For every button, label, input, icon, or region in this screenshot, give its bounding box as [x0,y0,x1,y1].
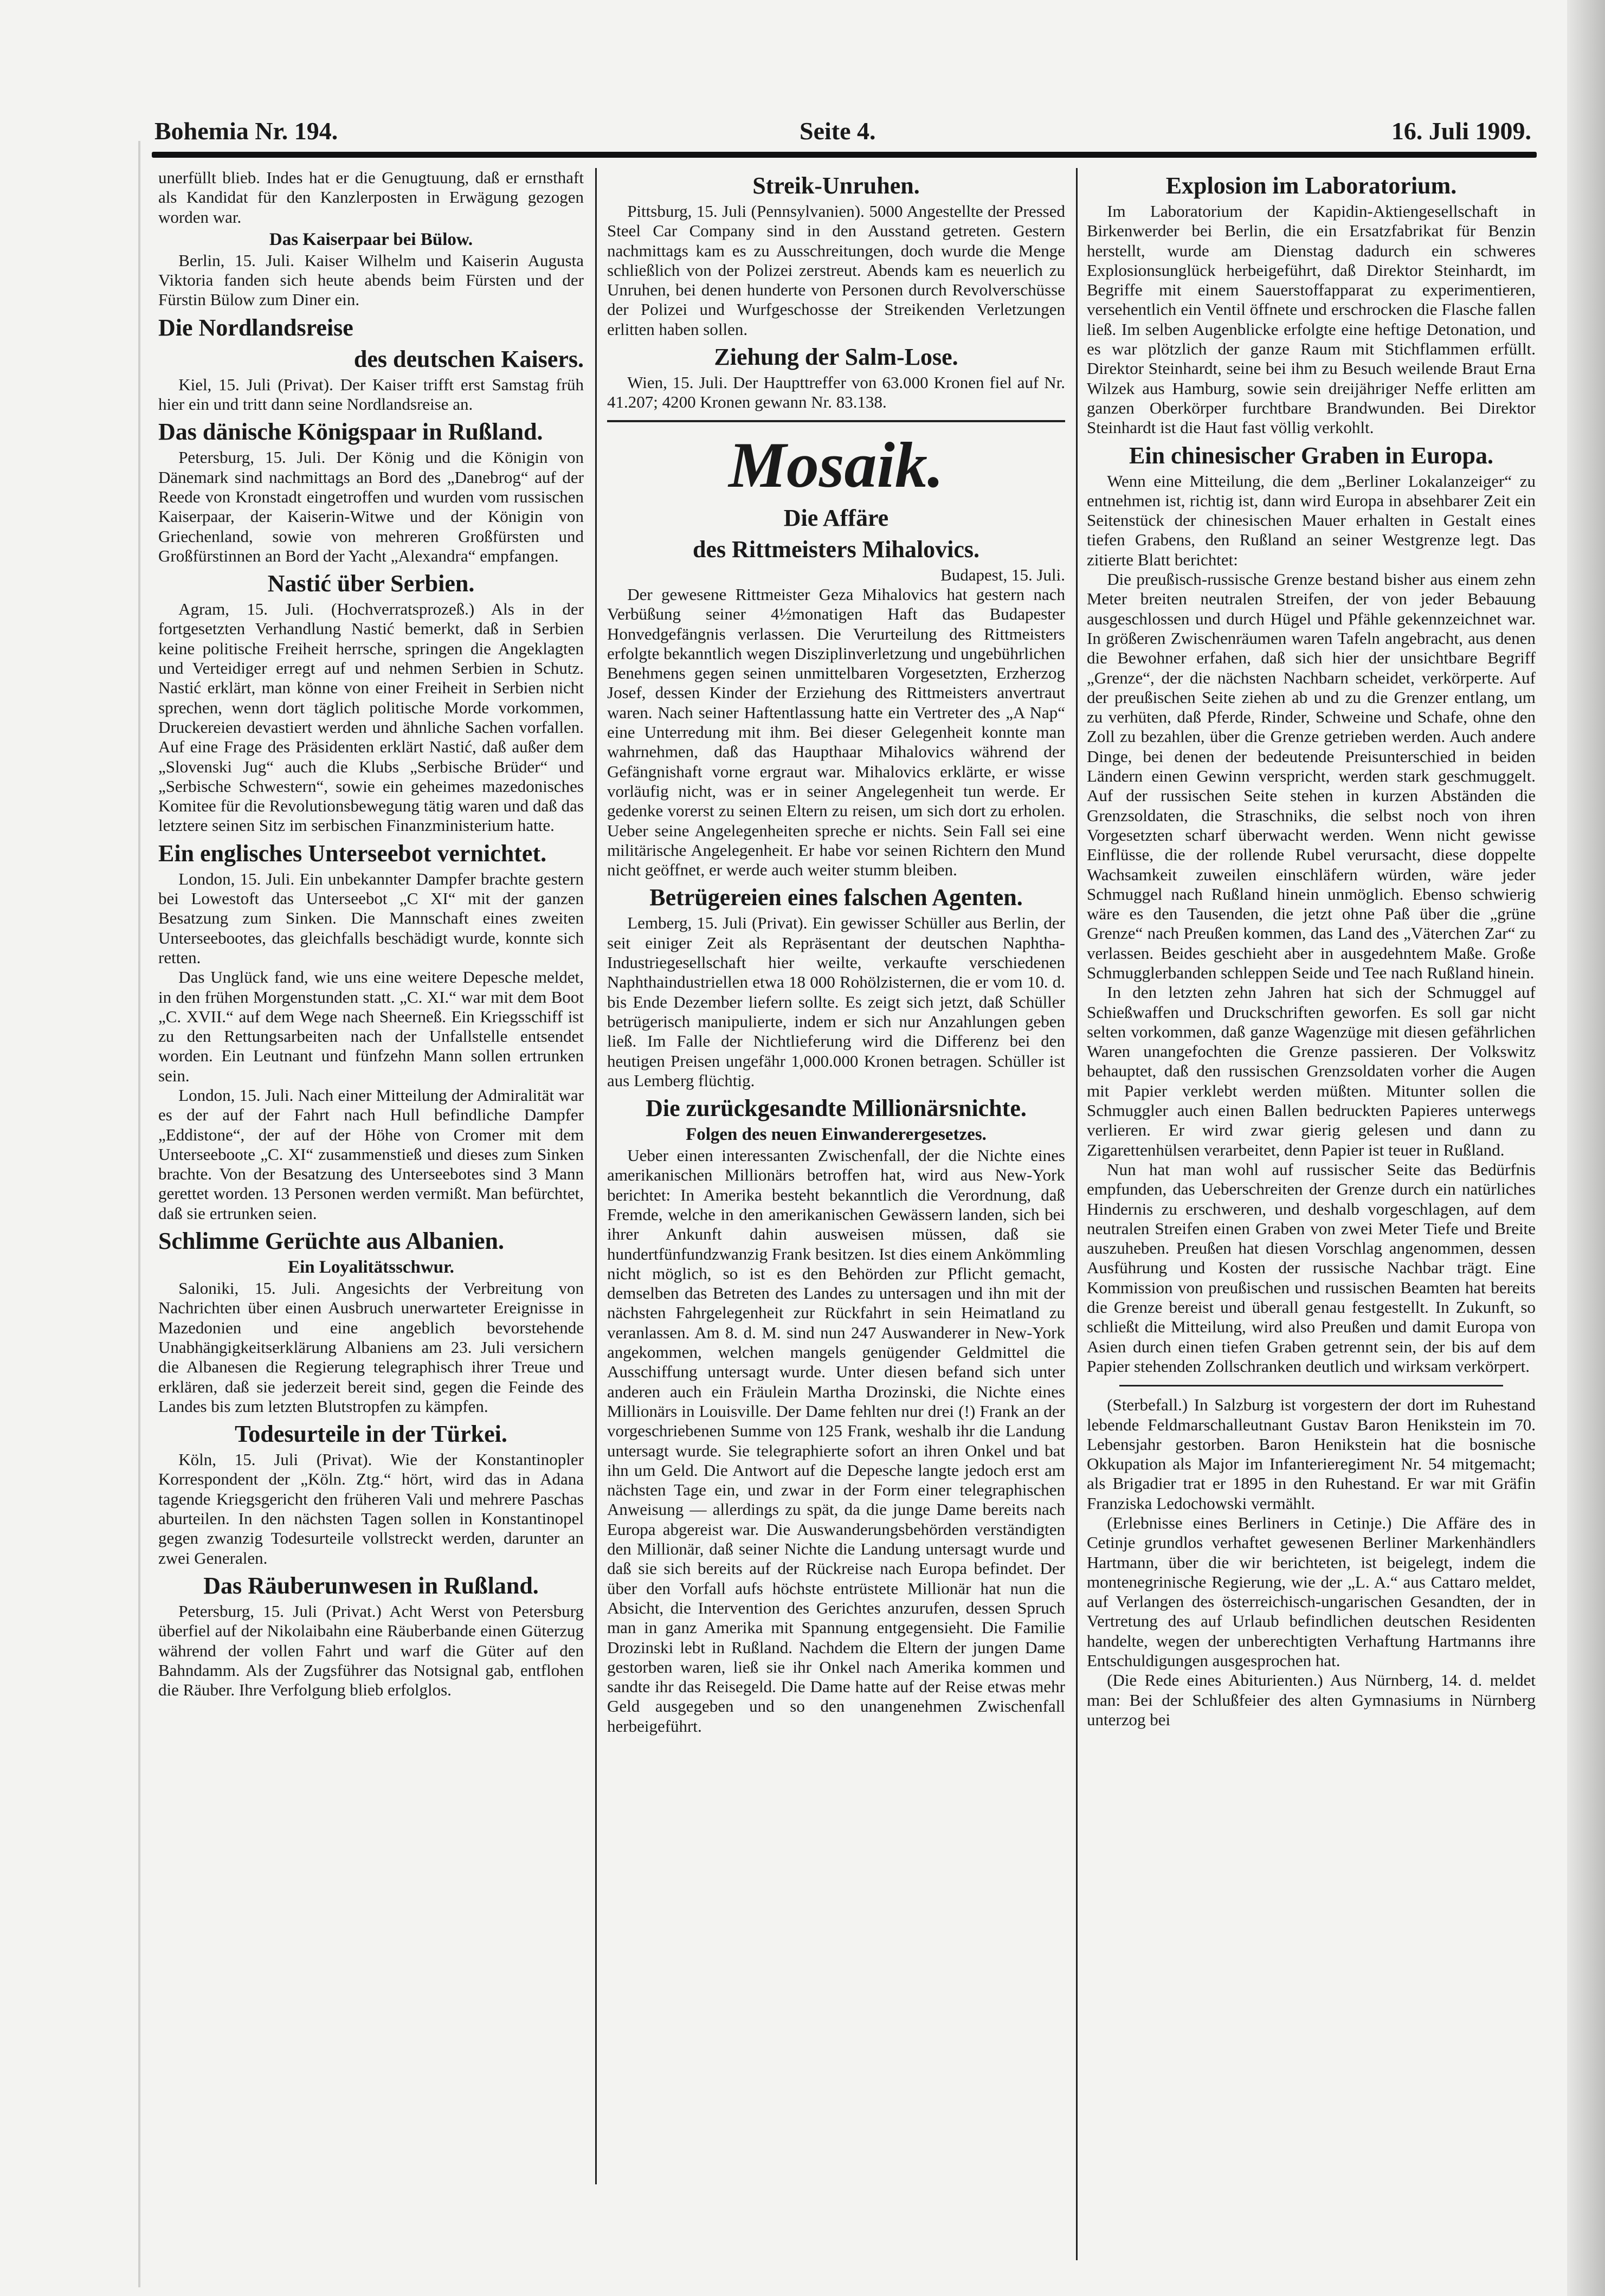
article-paragraph: Ueber einen interessanten Zwischenfall, der die Nichte eines amerikanischen Millionärs betroffen hat, wird aus New-York berichtet: In Amerika besteht bekanntlich die Verordnung, daß Fremde, welche in den amerikanischen Gewässern landen, sich bei ihrer Ankunft dahin ausweisen müssen, daß sie hundertfünfundzwanzig Frank besitzen. Ist dies einem Ankömmling nicht möglich, so ist es den Behörden zur Pflicht gemacht, demselben das Betreten des Landes zu untersagen und ihn mit der nächsten Fahrgelegenheit zur Rückfahrt in sein Heimatland zu veranlassen. Am 8. d. M. sind nun 247 Auswanderer in New-York angekommen, welchen mangels genügender Geldmittel die Ausschiffung untersagt wurde. Unter diesen befand sich unter anderen auch ein Fräulein Martha Drozinski, die Nichte eines Millionärs in Louisville. Der Dame fehlten nur drei (!) Frank an der vorgeschriebenen Summe von 125 Frank, weshalb ihr die Landung untersagt wurde. Sie telegraphierte sofort an ihren Onkel und bat ihn um Geld. Die Antwort auf die Depesche langte jedoch erst am nächsten Tage ein, und zwar in der Form einer telegraphischen Anweisung — allerdings zu spät, da die junge Dame bereits nach Europa abgereist war. Die Auswanderungsbehörden verständigten den Millionär, daß seiner Nichte die Landung untersagt wurde und daß sie sich bereits auf der Rückreise nach Europa befindet. Der über den Vorfall aufs höchste entrüstete Millionär hat nun die Absicht, die Intervention des Gerichtes anzurufen, dessen Spruch man in ganz Amerika mit Spannung entgegensieht. Die Familie Drozinski lebt in Rußland. Nachdem die Eltern der jungen Dame gestorben waren, ließ sie ihr Onkel nach Amerika kommen und sandte ihr das Reisegeld. Die Dame hatte auf der Reise etwas mehr Geld ausgegeben und so den unangenehmen Zwischenfall herbeigeführt. [607,1146,1065,1736]
article-subheadline: Das Kaiserpaar bei Bülow. [269,229,473,249]
page-edge-shadow [1567,0,1605,2296]
article-headline: Die zurückgesandte Millionärsnichte. [646,1095,1027,1122]
section-title: Mosaik. [729,428,944,501]
article-paragraph: Das Unglück fand, wie uns eine weitere Depesche meldet, in den frühen Morgenstunden statt. „C. XI.“ war mit dem Boot „C. XVII.“ auf dem Wege nach Sheerneß. Ein Kriegsschiff ist zu den Rettungsarbeiten nach der Unfallstelle entsendet worden. Ein Leutnant und fünfzehn Mann sollen ertrunken sein. [158,968,584,1085]
article-headline: Die Nordlandsreise [158,314,353,341]
article-paragraph: Die preußisch-russische Grenze bestand bisher aus einem zehn Meter breiten neutralen Streifen, der von jeder Bebauung ausgeschlossen und durch Hügel und Pfähle gekennzeichnet war. In größeren Zwischenräumen waren Tafeln angebracht, aus denen die Bewohner erfahen, daß sich hier der unsichtbare Begriff „Grenze“, der die nächsten Nachbarn scheidet, verkörperte. Auf der preußischen Seite ziehen ab und zu die Grenzer entlang, um zu verhüten, daß Pferde, Rinder, Schweine und Schafe, ohne den Zoll zu bezahlen, über die Grenze getrieben werden. Auch andere Dinge, bei denen der bedeutende Preisunterschied in beiden Ländern einen Gewinn verspricht, werden stark geschmuggelt. Auf der russischen Seite stehen in kurzen Abständen die Grenzsoldaten, die Straschniks, die selbst noch von ihren Vorgesetzten scharf überwacht werden. Wenn nicht gewisse Einflüsse, die der rollende Rubel verursacht, diese doppelte Wachsamkeit zuweilen einschläfern würden, wäre jeder Schmuggel nach Rußland hinein unmöglich. Ebenso schwierig wäre es den Tausenden, die jetzt ohne Paß über die „grüne Grenze“ nach Preußen kommen, das Land des „Väterchen Zar“ zu verlassen. Beides geschieht aber in ausgedehntem Maße. Große Schmugglerbanden schleppen Seide und Tee nach Rußland hinein. [1087,570,1536,982]
header-rule [152,152,1537,158]
dateline: Budapest, 15. Juli. [940,565,1065,584]
article-headline: Die Affäre [783,504,889,531]
article-paragraph: Kiel, 15. Juli (Privat). Der Kaiser trifft erst Samstag früh hier ein und tritt dann seine Nordlandsreise an. [158,375,584,414]
article-paragraph: Lemberg, 15. Juli (Privat). Ein gewisser Schüller aus Berlin, der seit einiger Zeit als Repräsentant der deutschen Naphtha-Industriegesellschaft hier weilte, verkaufte verschiedenen Naphthaindustriellen etwa 18 000 Rohölzisternen, die er vom 10. d. bis Ende Dezember liefern sollte. Es zeigt sich jetzt, daß Schüller betrügerisch manipulierte, indem er sich nur Anzahlungen geben ließ. Im Falle der Nichtlieferung wird die Differenz bei den heutigen Preisen ungefähr 1,000.000 Kronen betragen. Schüller ist aus Lemberg flüchtig. [607,913,1065,1090]
article-paragraph: Wien, 15. Juli. Der Haupttreffer von 63.000 Kronen fiel auf Nr. 41.207; 4200 Kronen gewann Nr. 83.138. [607,373,1065,412]
article-paragraph: Saloniki, 15. Juli. Angesichts der Verbreitung von Nachrichten über einen Ausbruch unerwarteter Ereignisse in Mazedonien und eine angeblich bevorstehende Unabhängigkeitserklärung Albaniens am 23. Juli versichern die Albanesen die Regierung telegraphisch ihrer Treue und erklären, daß sie jederzeit bereit sind, gegen die Feinde des Landes bis zum letzten Blutstropfen zu kämpfen. [158,1279,584,1416]
article-paragraph: Im Laboratorium der Kapidin-Aktiengesellschaft in Birkenwerder bei Berlin, die ein Ersatzfabrikat für Benzin herstellt, wurde am Dienstag dadurch ein schweres Explosionsunglück herbeigeführt, daß Direktor Steinhardt, im Begriffe mit einem Sauerstoffapparat zu experimentieren, versehentlich ein Ventil öffnete und erschrocken die Flasche fallen ließ. Im selben Augenblicke erfolgte eine heftige Detonation, und es war plötzlich der ganze Raum mit Stichflammen erfüllt. Direktor Steinhardt, seine bei ihm zu Besuch weilende Braut Erna Wilzek aus Hamburg, sowie sein dreijähriger Neffe erlitten am ganzen Oberkörper furchtbare Brandwunden. Bei Direktor Steinhardt ist die Haut fast völlig verkohlt. [1087,202,1536,437]
column-1 [158,168,584,1700]
article-paragraph: London, 15. Juli. Ein unbekannter Dampfer brachte gestern bei Lowestoft das Unterseebot „C XI“ mit der ganzen Besatzung zum Sinken. Die Mannschaft eines zweiten Unterseebootes, das gleichfalls beschädigt wurde, konnte sich retten. [158,869,584,967]
article-headline: Ein chinesischer Graben in Europa. [1129,442,1493,469]
article-headline: Streik-Unruhen. [752,172,920,199]
page-header [154,117,1531,149]
divider [1119,1385,1503,1386]
article-headline: Explosion im Laboratorium. [1165,172,1457,199]
page-left-edge [138,141,140,2287]
article-paragraph: Pittsburg, 15. Juli (Pennsylvanien). 5000 Angestellte der Pressed Steel Car Company sind in den Ausstand getreten. Gestern nachmittags kam es zu Ausschreitungen, doch wurde die Menge schließlich von der Polizei zerstreut. Abends kam es neuerlich zu Unruhen, bei denen hunderte von Personen durch Revolverschüsse der Polizei und Wurfgeschosse der Streikenden Verletzungen erlitten haben sollen. [607,202,1065,339]
article-headline: Ziehung der Salm-Lose. [714,344,958,371]
header-page-number: Seite 4. [800,117,876,145]
article-headline: Betrügereien eines falschen Agenten. [649,884,1023,911]
article-paragraph: Köln, 15. Juli (Privat). Wie der Konstantinopler Korrespondent der „Köln. Ztg.“ hört, wird das in Adana tagende Kriegsgericht den früheren Vali und mehrere Paschas aburteilen. In den nächsten Tagen sollen in Konstantinopel gegen zwanzig Todesurteile vollstreckt werden, darunter an zwei Generalen. [158,1450,584,1568]
article-paragraph: Nun hat man wohl auf russischer Seite das Bedürfnis empfunden, das Ueberschreiten der Grenze durch ein natürliches Hindernis zu erschweren, und deshalb vorgeschlagen, auf dem neutralen Streifen einen Graben von zwei Meter Tiefe und Breite auszuheben. Preußen hat diesen Vorschlag angenommen, dessen Ausführung und Kosten der russische Nachbar trägt. Eine Kommission von preußischen und russischen Beamten hat bereits die Grenze bereist und überall genau festgestellt. In Zukunft, so schließt die Mitteilung, wird also Preußen und damit Europa von Asien durch einen tiefen Graben getrennt sein, der bis auf dem Papier stehenden Zollschranken deutlich und wirksam verkörpert. [1087,1159,1536,1376]
header-paper-issue: Bohemia Nr. 194. [154,117,338,145]
header-date: 16. Juli 1909. [1391,117,1531,145]
article-paragraph: Berlin, 15. Juli. Kaiser Wilhelm und Kaiserin Augusta Viktoria fanden sich heute abends beim Fürsten und der Fürstin Bülow zum Diner ein. [158,250,584,309]
article-paragraph: Agram, 15. Juli. (Hochverratsprozeß.) Als in der fortgesetzten Verhandlung Nastić bemerkt, daß in Serbien keine politische Freiheit herrsche, springen die Angeklagten und Verteidiger erregt auf und nehmen Serbien in Schutz. Nastić erklärt, man könne von einer Freiheit in Serbien nicht sprechen, wenn dort täglich politische Morde vorkommen, Druckereien devastiert werden und ähnliche Sachen vorfallen. Auf eine Frage des Präsidenten erklärt Nastić, daß außer dem „Slovenski Jug“ auch die Klubs „Serbische Brüder“ und „Serbische Schwestern“, sowie ein geheimes mazedonisches Komitee für die Revolutionsbewegung tätig waren und daß das letztere seinen Sitz im serbischen Finanzministerium hatte. [158,599,584,835]
article-headline: des deutschen Kaisers. [353,345,584,372]
column-2 [607,168,1065,1736]
article-paragraph: London, 15. Juli. Nach einer Mitteilung der Admiralität war es der auf der Fahrt nach Hull befindliche Dampfer „Eddistone“, der auf der Höhe von Cromer mit dem Unterseeboote „C. XI“ zusammenstieß und dieses zum Sinken brachte. Von der Besatzung des Unterseebotes sind 3 Mann gerettet worden. 13 Personen werden vermißt. Man befürchtet, daß sie ertrunken seien. [158,1085,584,1223]
column-divider [595,168,597,2184]
article-subheadline: Folgen des neuen Einwanderergesetzes. [686,1125,987,1145]
article-headline: Das dänische Königspaar in Rußland. [158,418,543,446]
article-paragraph: unerfüllt blieb. Indes hat er die Genugtuung, daß er ernsthaft als Kandidat für den Kanzlerposten in Erwägung gezogen worden war. [158,168,584,227]
article-paragraph: Der gewesene Rittmeister Geza Mihalovics hat gestern nach Verbüßung seiner 4½monatigen Haft das Budapester Honvedgefängnis verlassen. Die Verurteilung des Rittmeisters erfolgte bekanntlich wegen Disziplinverletzung und ungebührlichen Benehmens gegen seinen unmittelbaren Vorgesetzten, Erzherzog Josef, dessen Kinder der Erziehung des Rittmeisters anvertraut waren. Nach seiner Haftentlassung hatte ein Vertreter des „A Nap“ eine Unterredung mit ihm. Bei dieser Gelegenheit konnte man wahrnehmen, daß das Haupthaar Mihalovics während der Gefängnishaft vorne ergraut war. Mihalovics erklärte, er wisse vorläufig nicht, was er in seiner Angelegenheit tun werde. Er gedenke vorerst zu seinen Eltern zu reisen, um sich dort zu erholen. Ueber seine Angelegenheiten spreche er nichts. Sein Fall sei eine militärische Angelegenheit. Er habe vor seinen Richtern den Mund nicht geöffnet, er werde auch weiter stumm bleiben. [607,584,1065,880]
article-headline: Schlimme Gerüchte aus Albanien. [158,1228,505,1255]
article-paragraph: Petersburg, 15. Juli. Der König und die Königin von Dänemark sind nachmittags an Bord des „Danebrog“ auf der Reede von Kronstadt eingetroffen und wurden vom russischen Kaiserpaar, der Kaiserin-Witwe und der Königin von Griechenland, sowie von mehreren Großfürsten und Großfürstinnen an Bord der Yacht „Alexandra“ empfangen. [158,448,584,565]
column-divider [1076,168,1078,2260]
article-paragraph: In den letzten zehn Jahren hat sich der Schmuggel auf Schießwaffen und Druckschriften geworfen. Es soll gar nicht selten vorkommen, daß ganze Wagenzüge mit diesen gefährlichen Waren unangefochten die Grenze passieren. Der Volkswitz behauptet, daß den russischen Grenzsoldaten vorher die Augen mit Papier verklebt werden müßten. Mitunter sollen die Schmuggler auch einen Ballen bedruckten Papieres unterwegs verlieren. Er wird zwar gierig gelesen und dann zu Zigarettenhülsen verarbeitet, denn Papier ist teuer in Rußland. [1087,983,1536,1159]
article-paragraph: Petersburg, 15. Juli (Privat.) Acht Werst von Petersburg überfiel auf der Nikolaibahn eine Räuberbande einen Güterzug während der vollen Fahrt und warf die Güter auf den Bahndamm. Als der Zugsführer das Notsignal gab, entflohen die Räuber. Ihre Verfolgung blieb erfolglos. [158,1601,584,1700]
article-paragraph: Wenn eine Mitteilung, die dem „Berliner Lokalanzeiger“ zu entnehmen ist, richtig ist, dann wird Europa in absehbarer Zeit ein Seitenstück der chinesischen Mauer erhalten in Gestalt eines tiefen Grabens, den Rußland an seiner Westgrenze legt. Das zitierte Blatt berichtet: [1087,471,1536,569]
article-headline: Das Räuberunwesen in Rußland. [203,1572,539,1599]
article-headline: Nastić über Serbien. [267,570,475,597]
article-headline: Todesurteile in der Türkei. [235,1421,507,1448]
article-headline: des Rittmeisters Mihalovics. [692,536,980,563]
article-paragraph: (Erlebnisse eines Berliners in Cetinje.) Die Affäre des in Cetinje grundlos verhaftet gewesenen Berliner Markenhändlers Hartmann, über die wir berichteten, ist beigelegt, indem die montenegrinische Regierung, wie der „L. A.“ aus Cattaro meldet, auf Verlangen des österreichisch-ungarischen Gesandten, der in Vertretung des auf Urlaub befindlichen deutschen Residenten handelte, wegen der unberechtigten Verhaftung Hartmanns ihre Entschuldigungen ausgesprochen hat. [1087,1513,1536,1671]
divider [607,420,1065,422]
article-headline: Ein englisches Unterseebot vernichtet. [158,840,547,867]
column-3 [1087,168,1536,1730]
article-paragraph: (Sterbefall.) In Salzburg ist vorgestern der dort im Ruhestand lebende Feldmarschalleutnant Gustav Baron Henikstein im 70. Lebensjahr gestorben. Baron Henikstein hat die bosnische Okkupation als Major im Infanterieregiment Nr. 54 mitgemacht; als Brigadier trat er 1895 in den Ruhestand. Er war mit Gräfin Franziska Ledochowski vermählt. [1087,1395,1536,1513]
article-subheadline: Ein Loyalitätsschwur. [288,1257,454,1278]
article-paragraph: (Die Rede eines Abiturienten.) Aus Nürnberg, 14. d. meldet man: Bei der Schlußfeier des alten Gymnasiums in Nürnberg unterzog bei [1087,1671,1536,1729]
